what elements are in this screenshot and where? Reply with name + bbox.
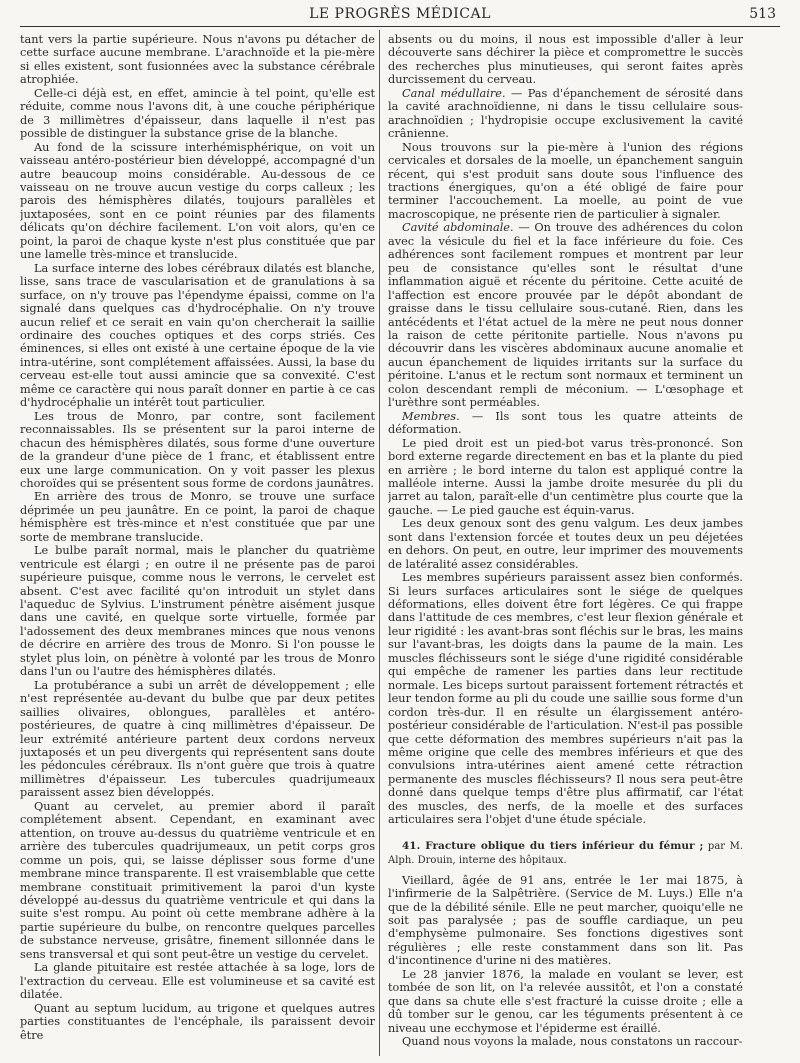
- section-label: Cavité abdominale.: [402, 221, 514, 235]
- article-author: par M. Alph. Drouin, interne des hôpitaux.: [388, 840, 743, 867]
- paragraph-text: — Pas d'épanchement de sérosité dans la cavité arachnoïdienne, ni dans le tissu cellulaire sous-arachnoïdien ; l'hydropisie occupe exclusivement la cavité crânienne.: [388, 86, 743, 141]
- article-title: Fracture oblique du tiers inférieur du fémur ;: [425, 839, 704, 852]
- paragraph: La protubérance a subi un arrêt de développement ; elle n'est représentée au-devant du bulbe que par deux petites saillies olivaires, oblongues, parallèles et antéro-postérieures, de quatre à cinq millimètres d'épaisseur. De leur extrémité antérieure partent deux cordons nerveux juxtaposés et un peu divergents qui représentent sans doute les pédoncules cérébraux. Ils n'ont guère que trois à quatre millimètres d'épaisseur. Les tubercules quadrijumeaux paraissent assez bien développés.: [20, 678, 375, 800]
- paragraph: Quand nous voyons la malade, nous constatons un raccour-: [402, 1035, 743, 1049]
- paragraph: Celle-ci déjà est, en effet, amincie à tel point, qu'elle est réduite, comme nous l'avons dit, à une couche périphérique de 3 millimètres d'épaisseur, dans laquelle il n'est pas possible de distinguer la substance grise de la blanche.: [20, 86, 375, 141]
- paragraph: La glande pituitaire est restée attachée à sa loge, lors de l'extraction du cerveau. Elle est volumineuse et sa cavité est dilatée.: [20, 961, 375, 1002]
- paragraph: [388, 410, 743, 437]
- paragraph-text: — On trouve des adhérences du colon avec la vésicule du fiel et la face inférieure du foie. Ces adhérences sont facilement rompues et montrent par leur peu de consistance qu'elles sont le résultat d'une inflammation aiguë et récente du péritoine. Cette acuité de l'affection est encore prouvée par le dépôt abondant de graisse dans le tissu cellulaire sous-cutané. Rien, dans les antécédents et l'état actuel de la mère ne peut nous donner la raison de cette péritonite partielle. Nous n'avons pu découvrir dans les viscères abdominaux aucune anomalie et aucun épanchement de liquides irritants sur la surface du péritoine. L'anus et le rectum sont normaux et terminent un colon descendant rempli de méconium. — L'œsophage et l'urèthre sont perméables.: [388, 221, 743, 410]
- section-label: Canal médullaire.: [402, 86, 506, 100]
- journal-title: LE PROGRÈS MÉDICAL: [309, 6, 491, 22]
- paragraph: Au fond de la scissure interhémisphérique, on voit un vaisseau antéro-postérieur bien développé, accompagné d'un autre beaucoup moins considérable. Au-dessous de ce vaisseau on ne trouve aucun vestige du corps calleux ; les parois des hémisphères dilatés, toujours parallèles et juxtaposées, sont en ce point réunies par des filaments délicats qu'on déchire facilement. L'on voit alors, qu'en ce point, la paroi de chaque kyste n'est plus constituée que par une lamelle très-mince et translucide.: [20, 140, 375, 262]
- article-heading: [388, 839, 743, 868]
- paragraph-text: — Ils sont tous les quatre atteints de déformation.: [388, 409, 743, 437]
- paragraph: [388, 221, 743, 409]
- paragraph: tant vers la partie supérieure. Nous n'avons pu détacher de cette surface aucune membrane. L'arachnoïde et la pie-mère si elles existent, sont fusionnées avec la substance cérébrale atrophiée.: [20, 33, 375, 87]
- left-column: [20, 33, 375, 1055]
- paragraph: Les deux genoux sont des genu valgum. Les deux jambes sont dans l'extension forcée et toutes deux un peu déjetées en dehors. On peut, en outre, leur imprimer des mouvements de latéralité assez considérables.: [388, 517, 743, 571]
- paragraph: Le 28 janvier 1876, la malade en voulant se lever, est tombée de son lit, on l'a relevée aussitôt, et l'on a constaté que dans sa chute elle s'est fracturé la cuisse droite ; elle a dû tomber sur le genou, car les téguments présentent à ce niveau une ecchymose et l'épiderme est éraillé.: [388, 967, 743, 1035]
- paragraph: Nous trouvons sur la pie-mère à l'union des régions cervicales et dorsales de la moelle, un épanchement sanguin récent, qui s'est produit sans doute sous l'influence des tractions énergiques, qu'on a été obligé de faire pour terminer l'accouchement. La moelle, au point de vue macroscopique, ne présente rien de particulier à signaler.: [388, 140, 743, 221]
- paragraph: Le bulbe paraît normal, mais le plancher du quatrième ventricule est élargi ; en outre il ne présente pas de paroi supérieure puisque, comme nous le verrons, le cervelet est absent. C'est avec facilité qu'on introduit un stylet dans l'aqueduc de Sylvius. L'instrument pénètre aisément jusque dans une cavité, en quelque sorte virtuelle, formée par l'adossement des deux membranes minces que nous venons de décrire en arrière des trous de Monro. Si l'on pousse le stylet plus loin, on pénètre à volonté par les trous de Monro dans l'un ou l'autre des hémisphères dilatés.: [20, 544, 375, 679]
- section-label: Membres.: [402, 409, 460, 423]
- paragraph: Quant au cervelet, au premier abord il paraît complétement absent. Cependant, en examinant avec attention, on trouve au-dessus du quatrième ventricule et en arrière des tubercules quadrijumeaux, un petit corps gros comme un pois, qui, se laisse déplisser sous forme d'une membrane mince transparente. Il est vraisemblable que cette membrane constituait primitivement la paroi d'un kyste développé au-dessus du quatrième ventricule et qui dans la suite s'est rompu. Au point où cette membrane adhère à la partie supérieure du bulbe, on rencontre quelques parcelles de substance nerveuse, grisâtre, finement sillonnée dans le sens transversal et qui sont peut-être un vestige du cervelet.: [20, 799, 375, 961]
- article-number: 41.: [402, 839, 421, 852]
- paragraph: Les membres supérieurs paraissent assez bien conformés. Si leurs surfaces articulaires sont le siége de quelques déformations, elles doivent être fort légères. Ce qui frappe dans l'attitude de ces membres, c'est leur flexion générale et leur rigidité : les avant-bras sont fléchis sur le bras, les mains sur l'avant-bras, les doigts dans la paume de la main. Les muscles fléchisseurs sont le siége d'une rigidité considérable qui empêche de ramener les parties dans leur rectitude normale. Les biceps surtout paraissent fortement rétractés et leur tendon forme au pli du coude une saillie sous forme d'un cordon très-dur. Il en résulte un élargissement antéro-postérieur considérable de l'articulation. N'est-il pas possible que cette déformation des membres supérieurs n'ait pas la même origine que celle des membres inférieurs et que des convulsions intra-utérines aient amené cette rétraction permanente des muscles fléchisseurs? Il nous sera peut-être donné dans quelque temps d'être plus affirmatif, car l'état des muscles, des nerfs, de la moelle et des surfaces articulaires sera l'objet d'une étude spéciale.: [388, 571, 743, 827]
- paragraph: [388, 87, 743, 141]
- paragraph: Quant au septum lucidum, au trigone et quelques autres parties constituantes de l'encéphale, ils paraissent devoir être: [20, 1001, 375, 1042]
- paragraph: Vieillard, âgée de 91 ans, entrée le 1er mai 1875, à l'infirmerie de la Salpêtrière. (Service de M. Luys.) Elle n'a que de la débilité sénile. Elle ne peut marcher, quoiqu'elle ne soit pas paralysée ; pas de souffle cardiaque, un peu d'emphysème pulmonaire. Ses fonctions digestives sont régulières ; elle reste constamment dans son lit. Pas d'incontinence d'urine ni des matières.: [388, 873, 743, 968]
- paragraph: Les trous de Monro, par contre, sont facilement reconnaissables. Ils se présentent sur la paroi interne de chacun des hémisphères dilatés, sous forme d'une ouverture de la grandeur d'une pièce de 1 franc, et établissent entre eux une large communication. On y voit passer les plexus choroïdes qui se présentent sous forme de cordons jaunâtres.: [20, 409, 375, 490]
- header-rule: [20, 26, 780, 27]
- page-number: 513: [749, 6, 776, 22]
- paragraph: La surface interne des lobes cérébraux dilatés est blanche, lisse, sans trace de vascularisation et de granulations à sa surface, on n'y trouve pas l'épendyme épaissi, comme on l'a signalé dans quelques cas d'hydrocéphalie. On n'y trouve aucun relief et ce serait en vain qu'on chercherait la saillie ordinaire des couches optiques et des corps striés. Ces éminences, si elles ont existé à une certaine époque de la vie intra-utérine, sont complétement affaissées. Aussi, la base du cerveau est-elle tout aussi amincie que sa convexité. C'est même ce caractère qui nous paraît donner en partie à ce cas d'hydrocéphalie un intérêt tout particulier.: [20, 261, 375, 410]
- paragraph: absents ou du moins, il nous est impossible d'aller à leur découverte sans déchirer la pièce et compromettre le succès des recherches plus minutieuses, qui seront faites après durcissement du cerveau.: [388, 33, 743, 87]
- column-divider: [379, 30, 380, 1056]
- section-spacer: [388, 827, 743, 839]
- running-header: [20, 4, 780, 26]
- right-column: [388, 33, 743, 1055]
- paragraph: En arrière des trous de Monro, se trouve une surface déprimée un peu jaunâtre. En ce point, la paroi de chaque hémisphère est très-mince et n'est constituée que par une sorte de membrane translucide.: [20, 490, 375, 544]
- paragraph: Le pied droit est un pied-bot varus très-prononcé. Son bord externe regarde directement en bas et la plante du pied en arrière ; le bord interne du talon est appliqué contre la malléole interne. Aussi la jambe droite mesurée du pli du jarret au talon, paraît-elle d'un centimètre plus courte que la gauche. — Le pied gauche est équin-varus.: [388, 436, 743, 517]
